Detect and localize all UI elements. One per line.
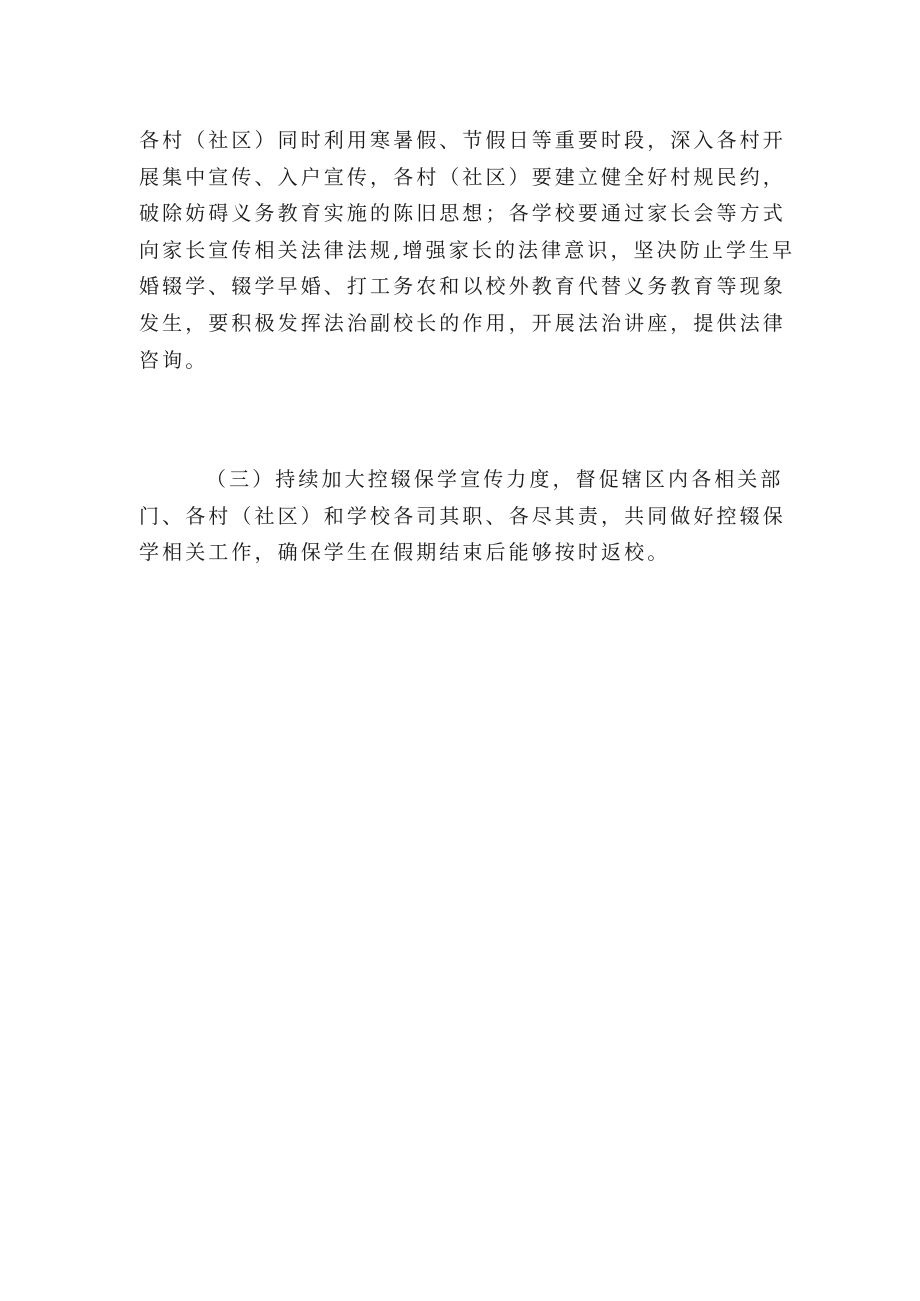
paragraph-section-three (139, 461, 799, 571)
paragraph-line: 向家长宣传相关法律法规,增强家长的法律意识，坚决防止学生早 (139, 237, 796, 262)
paragraph-line: 学相关工作，确保学生在假期结束后能够按时返校。 (139, 540, 671, 565)
paragraph-line: （三）持续加大控辍保学宣传力度，督促辖区内各相关部 (206, 467, 784, 491)
paragraph-outreach (139, 122, 799, 378)
paragraph-line: 发生，要积极发挥法治副校长的作用，开展法治讲座，提供法律 (139, 310, 786, 335)
paragraph-line: 各村（社区）同时利用寒暑假、节假日等重要时段，深入各村开 (139, 128, 786, 152)
paragraph-line: 咨询。 (139, 347, 209, 372)
paragraph-line: 门、各村（社区）和学校各司其职、各尽其责，共同做好控辍保 (139, 503, 786, 528)
paragraph-line: 破除妨碍义务教育实施的陈旧思想；各学校要通过家长会等方式 (139, 201, 786, 226)
paragraph-line: 婚辍学、辍学早婚、打工务农和以校外教育代替义务教育等现象 (139, 274, 786, 299)
paragraph-line: 展集中宣传、入户宣传，各村（社区）要建立健全好村规民约， (139, 164, 786, 189)
